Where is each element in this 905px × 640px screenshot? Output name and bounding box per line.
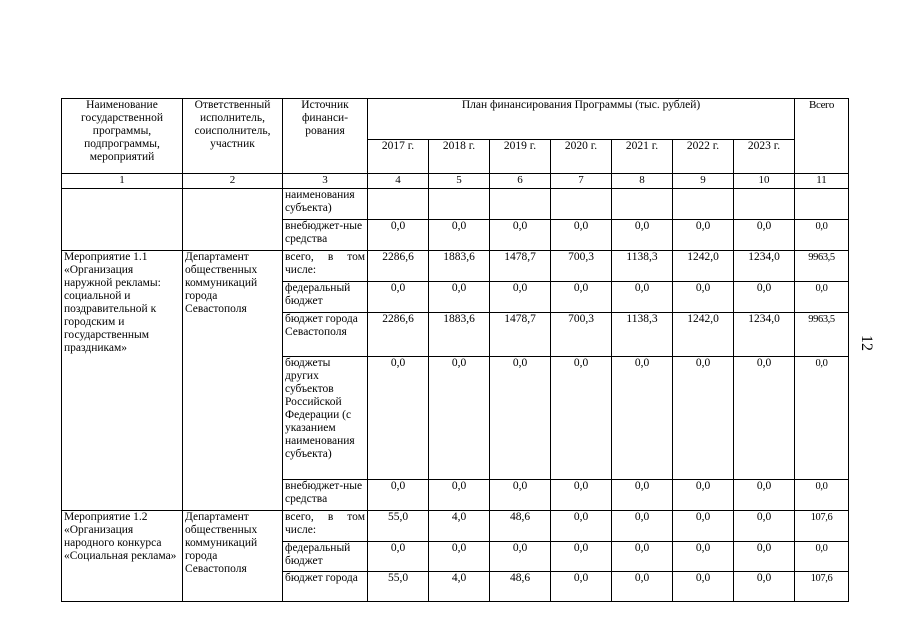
value-cell: 0,0 bbox=[551, 480, 612, 511]
header-year: 2019 г. bbox=[490, 140, 551, 174]
total-cell: 9963,5 bbox=[795, 313, 849, 357]
value-cell: 4,0 bbox=[429, 572, 490, 602]
header-program-name: Наименование государственной программы, подпрограммы, мероприятий bbox=[62, 99, 183, 174]
column-number: 5 bbox=[429, 174, 490, 189]
value-cell: 1138,3 bbox=[612, 313, 673, 357]
value-cell: 0,0 bbox=[612, 572, 673, 602]
value-cell: 0,0 bbox=[490, 220, 551, 251]
header-year: 2021 г. bbox=[612, 140, 673, 174]
column-number: 11 bbox=[795, 174, 849, 189]
total-cell: 0,0 bbox=[795, 480, 849, 511]
value-cell bbox=[368, 189, 429, 220]
value-cell: 700,3 bbox=[551, 313, 612, 357]
financing-table bbox=[61, 98, 849, 602]
value-cell: 1138,3 bbox=[612, 251, 673, 282]
value-cell: 4,0 bbox=[429, 511, 490, 542]
value-cell: 0,0 bbox=[490, 480, 551, 511]
value-cell: 0,0 bbox=[612, 220, 673, 251]
value-cell: 0,0 bbox=[673, 480, 734, 511]
page-number: 12 bbox=[858, 335, 875, 351]
source-cell: федеральный бюджет bbox=[283, 542, 368, 572]
value-cell: 1234,0 bbox=[734, 313, 795, 357]
value-cell: 0,0 bbox=[551, 542, 612, 572]
value-cell: 0,0 bbox=[734, 220, 795, 251]
value-cell: 1883,6 bbox=[429, 251, 490, 282]
value-cell: 48,6 bbox=[490, 511, 551, 542]
value-cell: 0,0 bbox=[490, 542, 551, 572]
value-cell: 0,0 bbox=[673, 282, 734, 313]
source-cell: всего, в том числе: bbox=[283, 511, 368, 542]
value-cell: 0,0 bbox=[734, 542, 795, 572]
value-cell: 0,0 bbox=[490, 282, 551, 313]
header-executor: Ответственный исполнитель, соисполнитель, участник bbox=[183, 99, 283, 174]
value-cell: 0,0 bbox=[429, 357, 490, 480]
total-cell: 0,0 bbox=[795, 357, 849, 480]
header-year: 2022 г. bbox=[673, 140, 734, 174]
column-number: 9 bbox=[673, 174, 734, 189]
value-cell bbox=[673, 189, 734, 220]
value-cell: 0,0 bbox=[490, 357, 551, 480]
program-name-cell: Мероприятие 1.1 «Организация наружной рекламы: социальной и поздравительной к городским и государственным праздникам» bbox=[62, 251, 183, 511]
value-cell: 0,0 bbox=[673, 220, 734, 251]
value-cell: 0,0 bbox=[673, 511, 734, 542]
value-cell: 0,0 bbox=[734, 282, 795, 313]
value-cell: 0,0 bbox=[368, 220, 429, 251]
program-name-cell bbox=[62, 189, 183, 251]
table-row bbox=[62, 189, 849, 220]
column-number: 10 bbox=[734, 174, 795, 189]
value-cell: 0,0 bbox=[429, 282, 490, 313]
value-cell: 0,0 bbox=[673, 572, 734, 602]
total-cell: 107,6 bbox=[795, 572, 849, 602]
value-cell: 0,0 bbox=[368, 357, 429, 480]
header-year: 2023 г. bbox=[734, 140, 795, 174]
total-cell bbox=[795, 189, 849, 220]
value-cell: 0,0 bbox=[673, 542, 734, 572]
source-cell: бюджет города Севастополя bbox=[283, 313, 368, 357]
value-cell: 2286,6 bbox=[368, 251, 429, 282]
value-cell: 0,0 bbox=[612, 357, 673, 480]
value-cell: 1883,6 bbox=[429, 313, 490, 357]
column-number: 8 bbox=[612, 174, 673, 189]
value-cell: 0,0 bbox=[551, 511, 612, 542]
value-cell: 0,0 bbox=[429, 542, 490, 572]
source-cell: бюджеты других субъектов Российской Федерации (с указанием наименования субъекта) bbox=[283, 357, 368, 480]
executor-cell: Департамент общественных коммуникаций города Севастополя bbox=[183, 511, 283, 602]
executor-cell bbox=[183, 189, 283, 251]
executor-cell: Департамент общественных коммуникаций города Севастополя bbox=[183, 251, 283, 511]
column-number: 2 bbox=[183, 174, 283, 189]
value-cell bbox=[551, 189, 612, 220]
value-cell: 1242,0 bbox=[673, 251, 734, 282]
table-row bbox=[62, 251, 849, 282]
value-cell: 1234,0 bbox=[734, 251, 795, 282]
value-cell: 0,0 bbox=[368, 542, 429, 572]
value-cell: 2286,6 bbox=[368, 313, 429, 357]
header-source: Источник финанси-рования bbox=[283, 99, 368, 174]
header-year: 2018 г. bbox=[429, 140, 490, 174]
table-row bbox=[62, 511, 849, 542]
value-cell bbox=[734, 189, 795, 220]
source-cell: федеральный бюджет bbox=[283, 282, 368, 313]
value-cell: 0,0 bbox=[612, 511, 673, 542]
value-cell: 0,0 bbox=[612, 282, 673, 313]
value-cell: 48,6 bbox=[490, 572, 551, 602]
value-cell: 0,0 bbox=[612, 480, 673, 511]
value-cell bbox=[490, 189, 551, 220]
value-cell: 0,0 bbox=[734, 357, 795, 480]
value-cell: 0,0 bbox=[368, 282, 429, 313]
source-cell: всего, в том числе: bbox=[283, 251, 368, 282]
total-cell: 107,6 bbox=[795, 511, 849, 542]
column-number-row bbox=[62, 174, 849, 189]
value-cell: 0,0 bbox=[612, 542, 673, 572]
program-name-cell: Мероприятие 1.2 «Организация народного конкурса «Социальная реклама» bbox=[62, 511, 183, 602]
value-cell: 0,0 bbox=[551, 572, 612, 602]
source-cell: внебюджет-ные средства bbox=[283, 220, 368, 251]
value-cell: 0,0 bbox=[734, 511, 795, 542]
total-cell: 9963,5 bbox=[795, 251, 849, 282]
total-cell: 0,0 bbox=[795, 220, 849, 251]
value-cell: 1242,0 bbox=[673, 313, 734, 357]
value-cell: 55,0 bbox=[368, 511, 429, 542]
value-cell: 700,3 bbox=[551, 251, 612, 282]
value-cell: 0,0 bbox=[734, 572, 795, 602]
value-cell: 1478,7 bbox=[490, 251, 551, 282]
column-number: 6 bbox=[490, 174, 551, 189]
value-cell bbox=[429, 189, 490, 220]
column-number: 3 bbox=[283, 174, 368, 189]
value-cell: 0,0 bbox=[429, 220, 490, 251]
total-cell: 0,0 bbox=[795, 282, 849, 313]
column-number: 4 bbox=[368, 174, 429, 189]
header-plan: План финансирования Программы (тыс. рублей) bbox=[368, 99, 795, 140]
value-cell: 0,0 bbox=[551, 357, 612, 480]
value-cell: 1478,7 bbox=[490, 313, 551, 357]
value-cell: 0,0 bbox=[429, 480, 490, 511]
header-total: Всего bbox=[795, 99, 849, 174]
source-cell: бюджет города bbox=[283, 572, 368, 602]
value-cell bbox=[612, 189, 673, 220]
source-cell: наименования субъекта) bbox=[283, 189, 368, 220]
total-cell: 0,0 bbox=[795, 542, 849, 572]
value-cell: 0,0 bbox=[368, 480, 429, 511]
header-year: 2020 г. bbox=[551, 140, 612, 174]
column-number: 1 bbox=[62, 174, 183, 189]
value-cell: 0,0 bbox=[734, 480, 795, 511]
value-cell: 0,0 bbox=[551, 282, 612, 313]
source-cell: внебюджет-ные средства bbox=[283, 480, 368, 511]
header-year: 2017 г. bbox=[368, 140, 429, 174]
value-cell: 0,0 bbox=[551, 220, 612, 251]
value-cell: 55,0 bbox=[368, 572, 429, 602]
column-number: 7 bbox=[551, 174, 612, 189]
value-cell: 0,0 bbox=[673, 357, 734, 480]
